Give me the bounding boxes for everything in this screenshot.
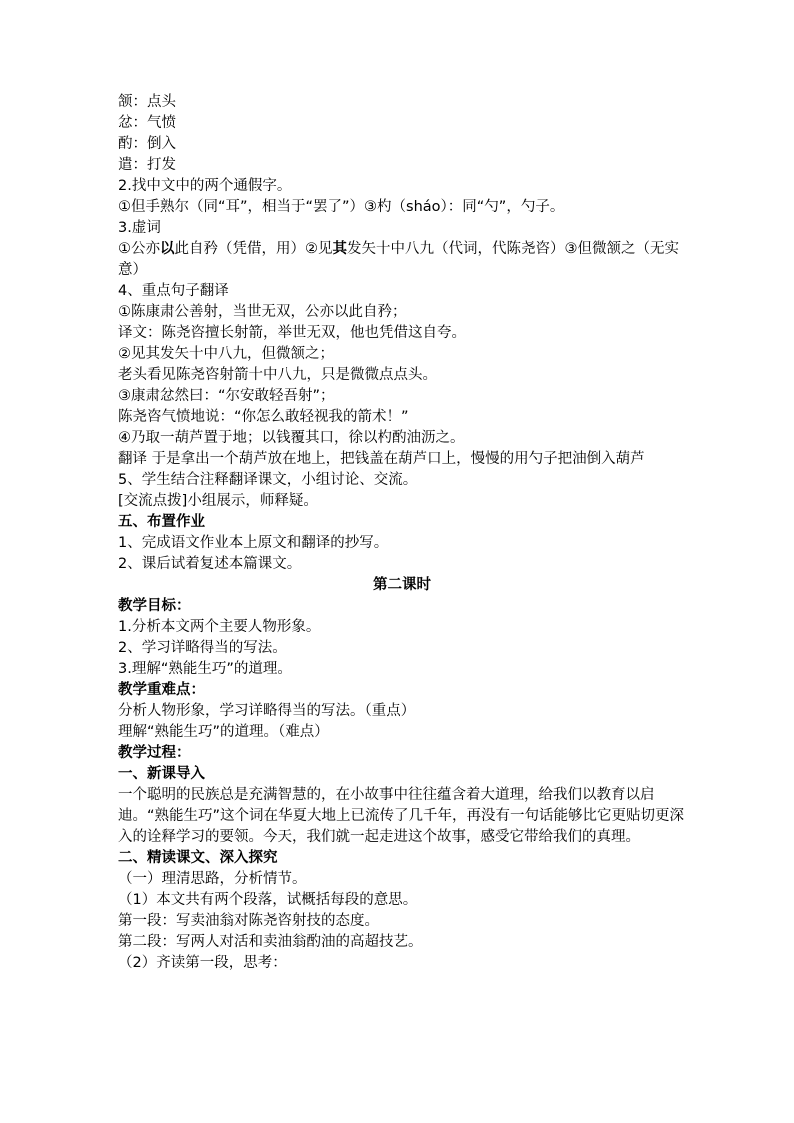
- document-page: [118, 92, 686, 974]
- text-line: 老头看见陈尧咨射箭十中八九，只是微微点点头。: [118, 367, 437, 383]
- text-line: 4、重点句子翻译: [118, 283, 229, 299]
- xuci-keyword: 以: [160, 241, 175, 257]
- xuci-part: ①公亦: [118, 241, 160, 257]
- text-paragraph: 翻译 于是拿出一个葫芦放在地上，把钱盖在葫芦口上，慢慢的用勺子把油倒入葫芦: [118, 451, 645, 467]
- text-line: 分析人物形象，学习详略得当的写法。（重点）: [118, 703, 416, 719]
- text-line: ②见其发矢十中八九，但微颔之；: [118, 346, 334, 362]
- text-line: ④乃取一葫芦置于地；以钱覆其口，徐以杓酌油沥之。: [118, 430, 465, 446]
- text-line: 2、学习详略得当的写法。: [118, 640, 287, 656]
- section-heading: 教学目标：: [118, 598, 191, 614]
- text-line: 3.理解“熟能生巧”的道理。: [118, 661, 292, 677]
- section-heading: 五、布置作业: [118, 514, 205, 530]
- intro-paragraph: 一个聪明的民族总是充满智慧的，在小故事中往往蕴含着大道理，给我们以教育以启迪。“熟能生巧”这个词在华夏大地上已流传了几千年，再没有一句话能够比它更贴切更深入的诠释学习的要领。今天，我们就一起走进这个故事，感受它带给我们的真理。: [118, 787, 685, 845]
- xuci-part: 此自矜（凭借，用）②见: [174, 241, 333, 257]
- text-line: 第一段：写卖油翁对陈尧咨射技的态度。: [118, 913, 379, 929]
- text-line: （一）理清思路，分析情节。: [118, 871, 307, 887]
- text-line: 译文：陈尧咨擅长射箭，举世无双，他也凭借这自夸。: [118, 325, 466, 341]
- text-line: 1.分析本文两个主要人物形象。: [118, 619, 321, 635]
- section-heading: 二、精读课文、深入探究: [118, 850, 278, 866]
- text-line: 第二段：写两人对活和卖油翁酌油的高超技艺。: [118, 934, 423, 950]
- text-line: ③康肃忿然曰：“尔安敢轻吾射”；: [118, 388, 335, 404]
- text-line: 遣：打发: [118, 157, 176, 173]
- text-line: [交流点拨]小组展示，师释疑。: [118, 493, 318, 509]
- text-line: ①陈康肃公善射，当世无双，公亦以此自矜；: [118, 304, 407, 320]
- text-line: 酌：倒入: [118, 136, 176, 152]
- xuci-part: 发矢十中八九（代词，代陈尧咨）③但微颔之（无实意）: [118, 241, 679, 278]
- text-line: 陈尧咨气愤地说：“你怎么敢轻视我的箭术！”: [118, 409, 409, 425]
- text-line: 1、完成语文作业本上原文和翻译的抄写。: [118, 535, 389, 551]
- text-line: 2.找中文中的两个通假字。: [118, 178, 292, 194]
- text-line: 3.虚词: [118, 220, 161, 236]
- text-line: 理解“熟能生巧”的道理。（难点）: [118, 724, 329, 740]
- section-heading: 教学重难点：: [118, 682, 205, 698]
- xuci-paragraph: [118, 239, 686, 281]
- section-heading: 一、新课导入: [118, 766, 205, 782]
- text-line: （1）本文共有两个段落，试概括每段的意思。: [118, 892, 418, 908]
- text-line: 2、课后试着复述本篇课文。: [118, 556, 302, 572]
- text-line: （2）齐读第一段，思考：: [118, 955, 287, 971]
- text-line: 5、学生结合注释翻译课文，小组讨论、交流。: [118, 472, 418, 488]
- lesson-title: 第二课时: [373, 577, 431, 593]
- xuci-keyword: 其: [332, 241, 347, 257]
- section-heading: 教学过程：: [118, 745, 191, 761]
- text-line: 颔：点头: [118, 94, 176, 110]
- text-line: 忿：气愤: [118, 115, 176, 131]
- text-line: ①但手熟尔（同“耳”，相当于“罢了”）③杓（sháo）：同“勺”，勺子。: [118, 199, 565, 215]
